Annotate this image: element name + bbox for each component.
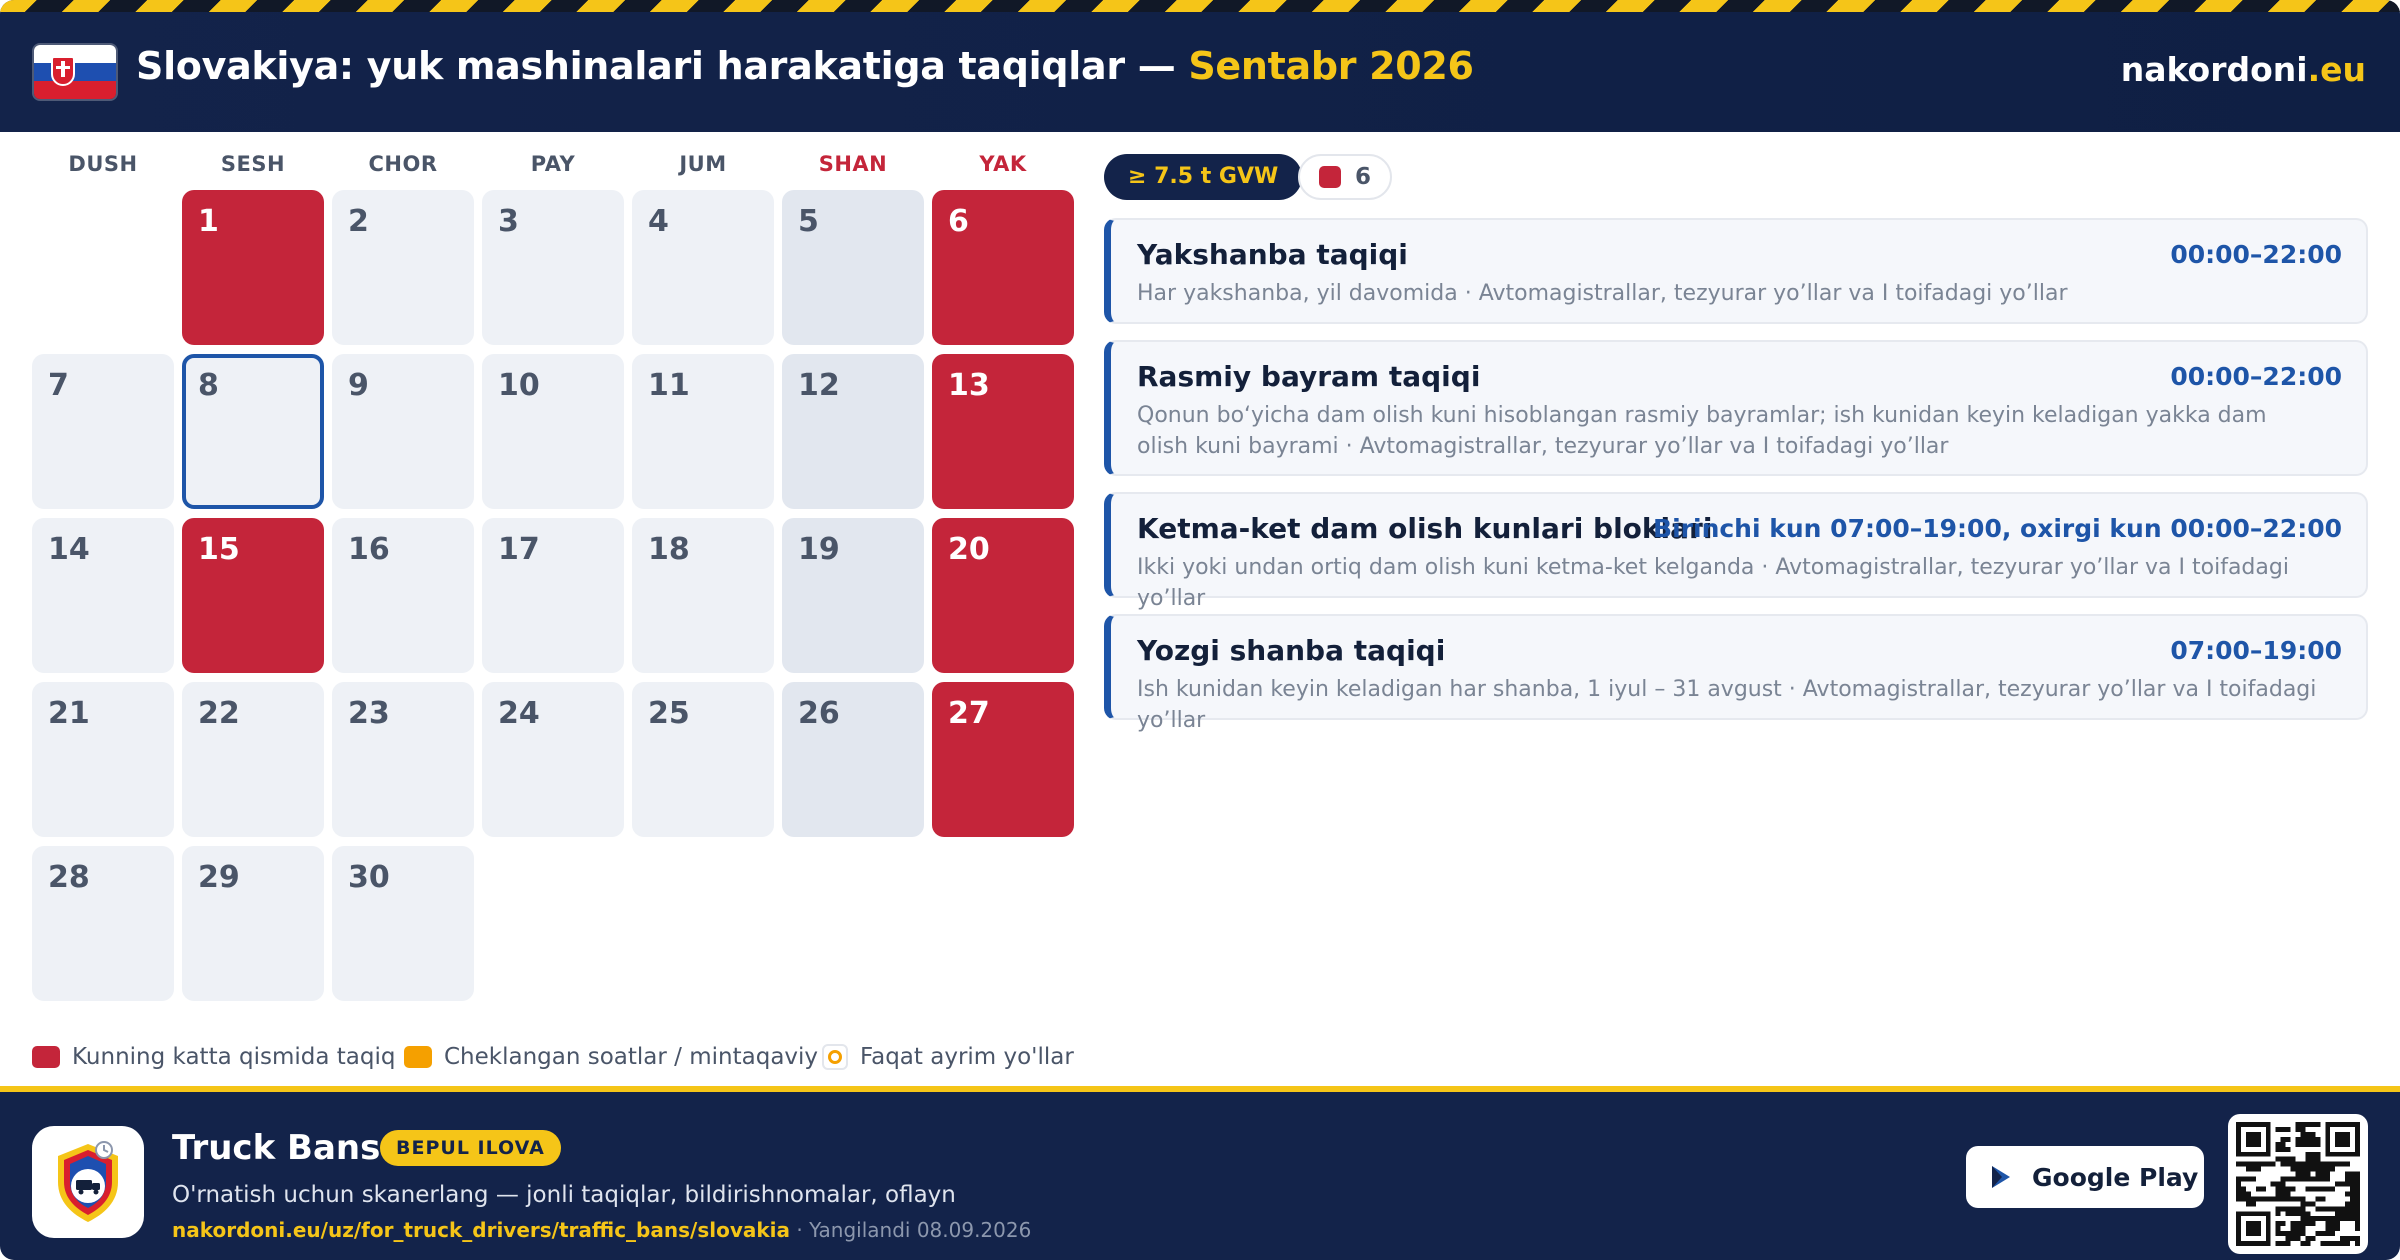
- weekday-fri: JUM: [679, 152, 727, 176]
- ban-count-chip[interactable]: [1298, 154, 1392, 200]
- legend-limited-label: Cheklangan soatlar / mintaqaviy: [444, 1044, 819, 1070]
- calendar-day-number: 26: [798, 696, 840, 731]
- rule-description: Har yakshanba, yil davomida · Avtomagistrallar, tezyurar yo’llar va I toifadagi yo’llar: [1137, 281, 2068, 306]
- google-play-label: Google Play: [2032, 1162, 2199, 1192]
- calendar-day-29[interactable]: [182, 846, 324, 1001]
- calendar-day-number: 28: [48, 860, 90, 895]
- calendar-day-number: 8: [198, 368, 219, 403]
- google-play-button[interactable]: [1966, 1146, 2204, 1208]
- weekday-wed: CHOR: [368, 152, 438, 176]
- calendar-day-10[interactable]: [482, 354, 624, 509]
- weekday-thu: PAY: [530, 152, 576, 176]
- calendar-day-number: 18: [648, 532, 690, 567]
- weekday-sat: SHAN: [818, 152, 888, 176]
- calendar-day-number: 3: [498, 204, 519, 239]
- calendar-day-number: 27: [948, 696, 990, 731]
- red-swatch-icon: [32, 1046, 60, 1068]
- calendar-day-22[interactable]: [182, 682, 324, 837]
- calendar-day-13[interactable]: [932, 354, 1074, 509]
- calendar-day-number: 21: [48, 696, 90, 731]
- calendar-day-number: 17: [498, 532, 540, 567]
- brand-name: nakordoni: [2120, 50, 2308, 89]
- red-dot-icon: [1319, 166, 1341, 188]
- calendar-day-number: 24: [498, 696, 540, 731]
- calendar-day-28[interactable]: [32, 846, 174, 1001]
- weekday-header: [32, 152, 1072, 182]
- calendar-day-19[interactable]: [782, 518, 924, 673]
- calendar-day-8[interactable]: [182, 354, 324, 509]
- rule-card[interactable]: [1104, 492, 2368, 611]
- calendar-day-number: 29: [198, 860, 240, 895]
- calendar-day-16[interactable]: [332, 518, 474, 673]
- app-link[interactable]: nakordoni.eu/uz/for_truck_drivers/traffic_bans/slovakia: [172, 1218, 790, 1242]
- calendar-day-14[interactable]: [32, 518, 174, 673]
- orange-swatch-icon: [404, 1046, 432, 1068]
- calendar-day-number: 6: [948, 204, 969, 239]
- app-promo-footer: [0, 1086, 2400, 1260]
- rule-title: Rasmiy bayram taqiqi: [1137, 360, 1481, 393]
- calendar-day-23[interactable]: [332, 682, 474, 837]
- app-tagline: O'rnatish uchun skanerlang — jonli taqiqlar, bildirishnomalar, oflayn: [172, 1182, 956, 1208]
- calendar-day-2[interactable]: [332, 190, 474, 345]
- calendar-day-number: 30: [348, 860, 390, 895]
- rule-description: Ikki yoki undan ortiq dam olish kuni ketma-ket kelganda · Avtomagistrallar, tezyurar yo’llar va I toifadagi yo’llar: [1137, 555, 2289, 611]
- page-title-prefix: Slovakiya: yuk mashinalari harakatiga taqiqlar —: [136, 44, 1176, 88]
- calendar-day-5[interactable]: [782, 190, 924, 345]
- calendar-day-15[interactable]: [182, 518, 324, 673]
- footer-url-line: [172, 1218, 1031, 1242]
- rule-title: Yozgi shanba taqiqi: [1137, 634, 1446, 667]
- calendar-day-number: 25: [648, 696, 690, 731]
- brand-logo[interactable]: [2121, 50, 2366, 89]
- rule-time: 07:00–19:00: [2170, 636, 2342, 665]
- header-bar: [0, 0, 2400, 132]
- calendar-day-number: 19: [798, 532, 840, 567]
- weekday-sun: YAK: [979, 152, 1027, 176]
- rule-time: Birinchi kun 07:00–19:00, oxirgi kun 00:00–22:00: [1653, 514, 2342, 543]
- updated-date: · Yangilandi 08.09.2026: [790, 1218, 1032, 1242]
- calendar-day-number: 20: [948, 532, 990, 567]
- calendar-day-6[interactable]: [932, 190, 1074, 345]
- calendar-day-9[interactable]: [332, 354, 474, 509]
- legend-limited: [404, 1044, 818, 1070]
- legend-full-ban: [32, 1044, 395, 1070]
- brand-tld: .eu: [2307, 50, 2366, 89]
- calendar-day-number: 9: [348, 368, 369, 403]
- weekday-mon: DUSH: [68, 152, 138, 176]
- calendar-day-30[interactable]: [332, 846, 474, 1001]
- ban-count-value: 6: [1354, 164, 1371, 190]
- rule-description: Qonun bo‘yicha dam olish kuni hisoblangan rasmiy bayramlar; ish kunidan keyin keladigan yakka dam olish kuni bayrami · Avtomagistrallar, tezyurar yo’llar va I toifadagi yo’llar: [1137, 403, 2267, 459]
- calendar-grid: [32, 190, 1072, 1002]
- calendar-day-number: 7: [48, 368, 69, 403]
- calendar-day-number: 10: [498, 368, 540, 403]
- calendar-day-number: 12: [798, 368, 840, 403]
- calendar-day-number: 2: [348, 204, 369, 239]
- rule-card[interactable]: [1104, 218, 2368, 324]
- rule-title: Yakshanba taqiqi: [1137, 238, 1408, 271]
- truck-shield-icon[interactable]: [32, 1126, 144, 1238]
- calendar-day-12[interactable]: [782, 354, 924, 509]
- weekday-tue: SESH: [220, 152, 286, 176]
- calendar-day-number: 5: [798, 204, 819, 239]
- calendar-day-11[interactable]: [632, 354, 774, 509]
- ring-swatch-icon: [822, 1044, 848, 1070]
- legend-some-roads-label: Faqat ayrim yo'llar: [860, 1044, 1074, 1070]
- calendar-day-number: 14: [48, 532, 90, 567]
- hazard-stripe: [0, 0, 2400, 12]
- rule-card[interactable]: [1104, 614, 2368, 733]
- calendar-day-4[interactable]: [632, 190, 774, 345]
- free-app-badge: BEPUL ILOVA: [380, 1130, 561, 1166]
- calendar-day-number: 16: [348, 532, 390, 567]
- rule-card[interactable]: [1104, 340, 2368, 476]
- calendar-day-27[interactable]: [932, 682, 1074, 837]
- calendar-day-number: 13: [948, 368, 990, 403]
- calendar-day-number: 1: [198, 204, 219, 239]
- legend-some-roads: [822, 1044, 1074, 1070]
- page-title-month: Sentabr 2026: [1188, 44, 1474, 88]
- page-title: [136, 44, 1474, 88]
- slovakia-flag-icon: [34, 45, 116, 99]
- calendar-day-18[interactable]: [632, 518, 774, 673]
- calendar-day-21[interactable]: [32, 682, 174, 837]
- legend-full-ban-label: Kunning katta qismida taqiq: [72, 1044, 396, 1070]
- calendar-day-number: 4: [648, 204, 669, 239]
- calendar-day-7[interactable]: [32, 354, 174, 509]
- calendar-day-25[interactable]: [632, 682, 774, 837]
- calendar-day-24[interactable]: [482, 682, 624, 837]
- rule-title: Ketma-ket dam olish kunlari bloklari: [1137, 512, 1713, 545]
- qr-code-icon[interactable]: [2228, 1114, 2368, 1254]
- calendar-day-17[interactable]: [482, 518, 624, 673]
- calendar-day-number: 23: [348, 696, 390, 731]
- gvw-filter-chip[interactable]: ≥ 7.5 t GVW: [1104, 154, 1302, 200]
- rule-time: 00:00–22:00: [2170, 240, 2342, 269]
- rule-time: 00:00–22:00: [2170, 362, 2342, 391]
- calendar-day-number: 11: [648, 368, 690, 403]
- google-play-icon: [1990, 1164, 2012, 1190]
- calendar-day-3[interactable]: [482, 190, 624, 345]
- rule-description: Ish kunidan keyin keladigan har shanba, 1 iyul – 31 avgust · Avtomagistrallar, tezyurar yo’llar va I toifadagi yo’llar: [1137, 677, 2317, 733]
- calendar-day-20[interactable]: [932, 518, 1074, 673]
- calendar-day-number: 15: [198, 532, 240, 567]
- app-name: Truck Bans: [172, 1128, 381, 1168]
- calendar-day-1[interactable]: [182, 190, 324, 345]
- calendar-day-number: 22: [198, 696, 240, 731]
- calendar-day-26[interactable]: [782, 682, 924, 837]
